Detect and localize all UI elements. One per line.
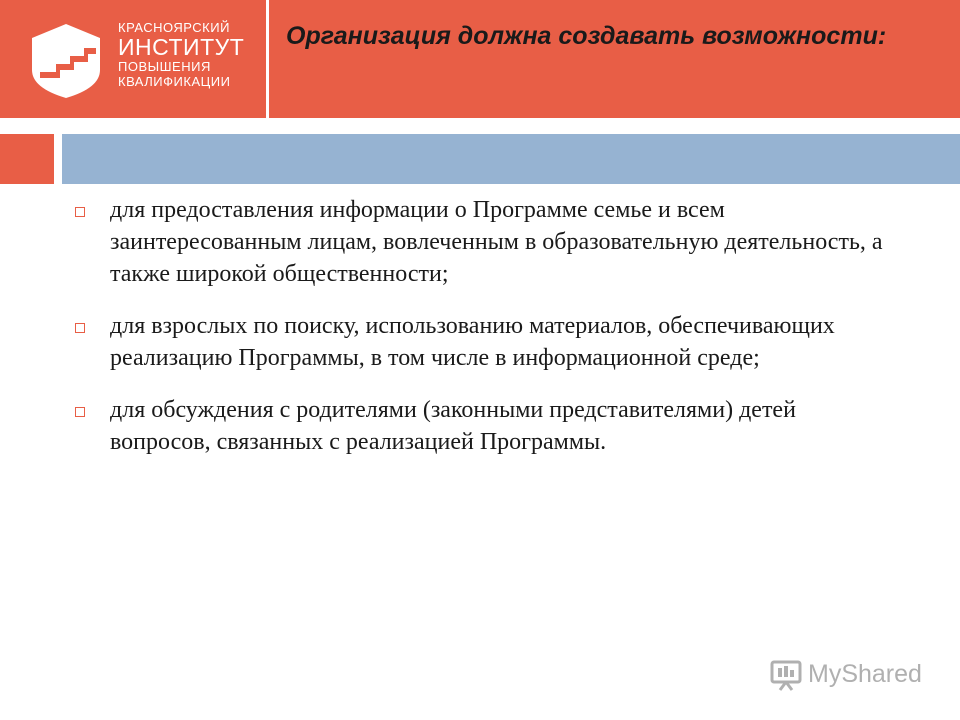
myshared-watermark	[768, 654, 922, 694]
bullet-list	[0, 194, 960, 478]
bullet-item	[0, 394, 960, 458]
institute-logo-icon	[26, 20, 106, 100]
logo-line-3: ПОВЫШЕНИЯ	[118, 59, 211, 74]
bullet-item	[0, 310, 960, 374]
bullet-text: для предоставления информации о Программе семье и всем заинтересованным лицам, вовлеченным в образовательную деятельность, а также широкой общественности;	[110, 197, 883, 287]
bullet-text: для взрослых по поиску, использованию материалов, обеспечивающих реализацию Программы, в том числе в информационной среде;	[110, 313, 835, 371]
institute-logo	[0, 0, 266, 118]
bullet-item	[0, 194, 960, 290]
accent-band-right	[62, 134, 960, 184]
bullet-text: для обсуждения с родителями (законными представителями) детей вопросов, связанных с реализацией Программы.	[110, 397, 796, 455]
institute-logo-text	[118, 20, 244, 89]
header-divider	[266, 0, 269, 118]
square-bullet-icon	[75, 207, 85, 217]
square-bullet-icon	[75, 407, 85, 417]
logo-line-2: ИНСТИТУТ	[118, 34, 245, 60]
header-bar	[0, 0, 960, 118]
logo-line-1: КРАСНОЯРСКИЙ	[118, 20, 230, 35]
slide-title: Организация должна создавать возможности:	[286, 22, 887, 50]
accent-band-left	[0, 134, 54, 184]
square-bullet-icon	[75, 323, 85, 333]
logo-line-4: КВАЛИФИКАЦИИ	[118, 74, 231, 89]
watermark-text: MyShared	[808, 659, 922, 688]
presentation-board-icon	[768, 656, 804, 692]
